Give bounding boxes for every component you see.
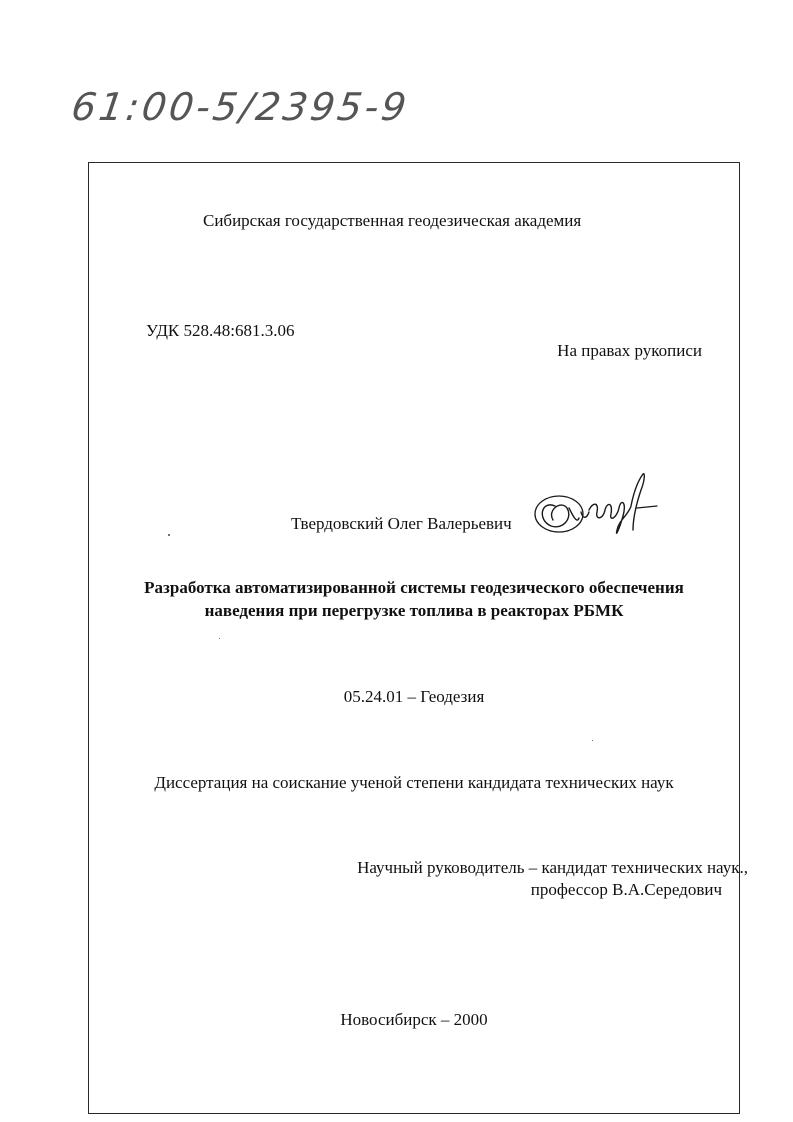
specialty-code: 05.24.01 – Геодезия <box>343 687 485 706</box>
udk-code: УДК 528.48:681.3.06 <box>146 321 295 340</box>
degree-statement: Диссертация на соискание ученой степени кандидата технических наук <box>154 773 674 792</box>
supervisor-line-1: Научный руководитель – кандидат технических наук., <box>357 858 748 877</box>
dissertation-title-line-2: наведения при перегрузке топлива в реакторах РБМК <box>204 601 624 620</box>
author-name: Твердовский Олег Валерьевич <box>291 514 512 533</box>
scan-speck <box>168 534 170 536</box>
title-page-frame-bottom <box>88 1113 740 1114</box>
scan-speck <box>219 638 220 639</box>
place-and-year: Новосибирск – 2000 <box>340 1010 488 1029</box>
institution-name: Сибирская государственная геодезическая академия <box>203 211 582 230</box>
manuscript-rights: На правах рукописи <box>557 341 702 360</box>
title-page-frame <box>88 162 740 1114</box>
supervisor-line-2: профессор В.А.Середович <box>530 880 722 899</box>
scan-speck <box>592 740 593 741</box>
dissertation-title-line-1: Разработка автоматизированной системы геодезического обеспечения <box>144 578 684 597</box>
archive-stamp: 61:00-5/2395-9 <box>68 85 412 129</box>
author-signature <box>533 468 663 548</box>
